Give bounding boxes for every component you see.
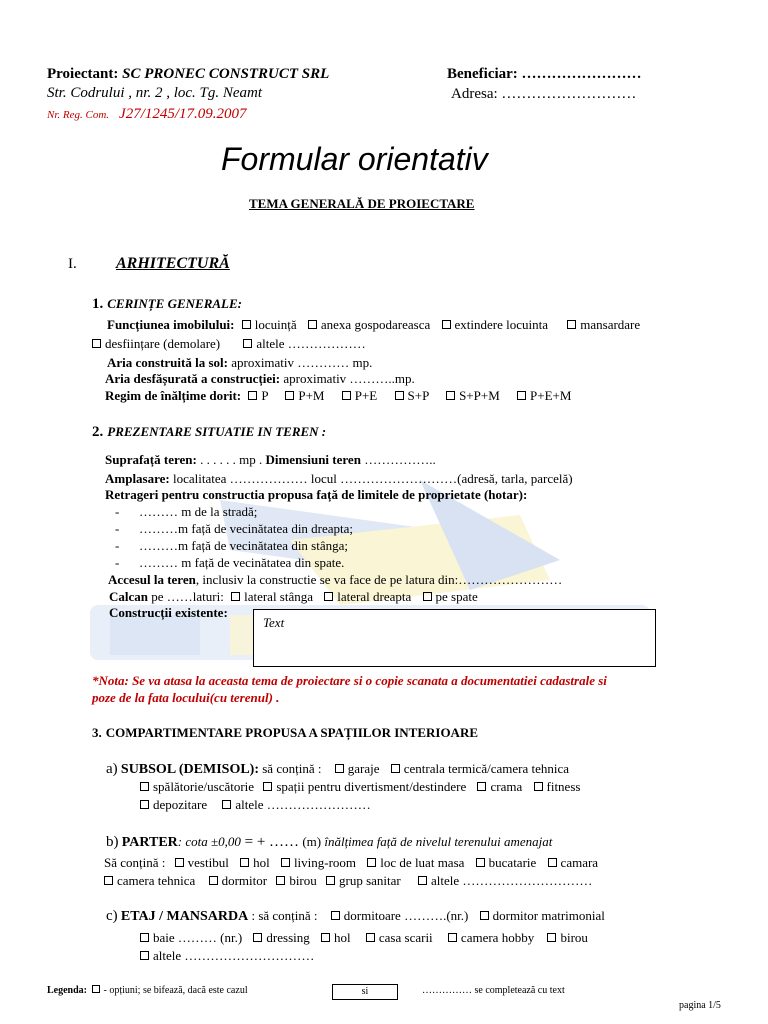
s2-num: 2. (92, 424, 104, 440)
checkbox[interactable] (222, 800, 231, 809)
retrageri-item: - ……… m față de vecinătatea din spate. (115, 555, 345, 570)
parter-row-1 (104, 855, 598, 871)
room-option: altele ………………………… (153, 948, 315, 963)
proiectant-label: Proiectant: (47, 66, 119, 82)
legend (47, 985, 248, 996)
amplasare-label: Amplasare: (105, 471, 170, 486)
regim-label: Regim de înălțime dorit: (105, 388, 242, 403)
legend-text: - opțiuni; se bifează, dacă este cazul (103, 985, 248, 996)
parter-desc: înălțimea față de nivelul terenului amenajat (324, 834, 553, 849)
room-option: hol (253, 855, 270, 870)
checkbox[interactable] (253, 933, 262, 942)
etaj-intro: : să conțină : (251, 908, 318, 923)
room-option: birou (560, 930, 588, 945)
room-option: garaje (347, 761, 380, 776)
checkbox[interactable] (335, 764, 344, 773)
s3-title: COMPARTIMENTARE PROPUSA A SPAȚIILOR INTERIOARE (105, 725, 479, 740)
amplasare-value: localitatea ……………… locul ………………………(adresă, tarla, parcelă) (173, 471, 573, 486)
subsol-row-2 (140, 779, 580, 795)
room-option: spălătorie/uscătorie (153, 779, 255, 794)
room-option: vestibul (187, 855, 229, 870)
adresa-field: Adresa: ……………………… (451, 86, 637, 102)
room-option: casa scarii (378, 930, 433, 945)
parter-cota: : cota ±0,00 (177, 834, 241, 849)
room-option: fitness (546, 779, 581, 794)
checkbox[interactable] (342, 391, 351, 400)
parter-row-title (106, 834, 552, 851)
checkbox[interactable] (308, 320, 317, 329)
s1-heading (92, 295, 242, 313)
calcan-value: pe ……laturi: (151, 589, 224, 604)
nota-line-1: *Nota: Se va atasa la aceasta tema de proiectare si o copie scanata a documentatiei cadastrale si (92, 673, 607, 688)
subsol-title: SUBSOL (DEMISOL): (120, 762, 259, 777)
room-option: bucatarie (488, 855, 537, 870)
textbox-placeholder: Text (263, 615, 285, 630)
checkbox[interactable] (567, 320, 576, 329)
checkbox[interactable] (240, 858, 249, 867)
checkbox[interactable] (209, 876, 218, 885)
calcan-label: Calcan (109, 589, 148, 604)
checkbox[interactable] (140, 951, 149, 960)
accesul-row (108, 572, 562, 588)
reg-com-line (47, 105, 247, 123)
aria-construita-label: Aria construită la sol: (107, 355, 228, 370)
room-option: camara (560, 855, 599, 870)
etaj-title: ETAJ / MANSARDA (120, 909, 249, 924)
checkbox[interactable] (423, 592, 432, 601)
parter-eq: = + …… (240, 834, 300, 850)
checkbox[interactable] (367, 858, 376, 867)
checkbox[interactable] (391, 764, 400, 773)
calcan-option: lateral stânga (244, 589, 314, 604)
proiectant-line (47, 66, 329, 83)
room-option: dormitor matrimonial (492, 908, 605, 923)
etaj-row-1 (106, 908, 605, 925)
s1-title: CERINȚE GENERALE: (107, 296, 242, 311)
room-option: loc de luat masa (380, 855, 465, 870)
checkbox[interactable] (321, 933, 330, 942)
accesul-label: Accesul la teren (108, 572, 196, 587)
room-option: depozitare (153, 797, 208, 812)
checkbox[interactable] (331, 911, 340, 920)
checkbox[interactable] (281, 858, 290, 867)
aria-construita-value: aproximativ ………… mp. (231, 355, 373, 370)
room-option: dressing (266, 930, 310, 945)
room-option: altele ………………………… (431, 873, 593, 888)
checkbox[interactable] (548, 858, 557, 867)
checkbox[interactable] (324, 592, 333, 601)
retrageri-item: - ………m față de vecinătatea din stânga; (115, 538, 349, 553)
page-number: pagina 1/5 (679, 1000, 721, 1011)
page-subtitle: TEMA GENERALĂ DE PROIECTARE (249, 196, 475, 211)
subsol-row-3 (140, 797, 371, 813)
checkbox[interactable] (547, 933, 556, 942)
legend-dots-text: …………… se completează cu text (422, 985, 565, 996)
subsol-row-1 (106, 761, 569, 778)
opt-locuinta: locuință (254, 317, 297, 332)
subsol-intro: să conțină : (262, 761, 322, 776)
parter-unit: (m) (302, 834, 322, 849)
room-option: camera tehnica (117, 873, 196, 888)
calcan-option: pe spate (435, 589, 478, 604)
aria-construita-row (107, 355, 372, 371)
checkbox[interactable] (243, 339, 252, 348)
checkbox[interactable] (477, 782, 486, 791)
section-title: ARHITECTURĂ (116, 255, 230, 272)
room-option: crama (490, 779, 523, 794)
checkbox[interactable] (140, 800, 149, 809)
legend-checkbox-icon (92, 985, 100, 993)
room-option: dormitoare ……….(nr.) (343, 908, 469, 923)
checkbox[interactable] (366, 933, 375, 942)
regim-option: P (261, 388, 269, 403)
regim-option: P+E (354, 388, 378, 403)
proiectant-name: SC PRONEC CONSTRUCT SRL (122, 66, 330, 82)
suprafata-label: Suprafață teren: (105, 452, 197, 467)
room-option: baie ……… (nr.) (153, 930, 243, 945)
etaj-row-3 (140, 948, 314, 964)
amplasare-row (105, 471, 573, 487)
opt-anexa: anexa gospodareasca (320, 317, 431, 332)
functiunea-label: Funcțiunea imobilului: (107, 317, 235, 332)
legend-text-box: si (332, 984, 398, 1000)
regim-option: P+M (298, 388, 325, 403)
checkbox[interactable] (248, 391, 257, 400)
room-option: altele …………………… (235, 797, 371, 812)
parter-letter: b) (106, 834, 119, 850)
checkbox[interactable] (534, 782, 543, 791)
retrageri-text: ………m față de vecinătatea din stânga; (139, 538, 349, 553)
room-option: centrala termică/camera tehnica (403, 761, 570, 776)
room-option: grup sanitar (339, 873, 401, 888)
s3-heading (92, 724, 478, 742)
checkbox[interactable] (442, 320, 451, 329)
legend-label: Legenda: (47, 985, 87, 996)
calcan-option: lateral dreapta (337, 589, 412, 604)
proiectant-address: Str. Codrului , nr. 2 , loc. Tg. Neamt (47, 85, 263, 101)
checkbox[interactable] (326, 876, 335, 885)
checkbox[interactable] (231, 592, 240, 601)
checkbox[interactable] (140, 933, 149, 942)
constructii-label: Construcții existente: (109, 605, 228, 620)
functiunea-row (107, 317, 640, 333)
room-option: camera hobby (460, 930, 535, 945)
checkbox[interactable] (175, 858, 184, 867)
checkbox[interactable] (140, 782, 149, 791)
section-roman: I. (68, 256, 77, 272)
s1-num: 1. (92, 296, 104, 312)
checkbox[interactable] (476, 858, 485, 867)
checkbox[interactable] (276, 876, 285, 885)
checkbox[interactable] (395, 391, 404, 400)
regim-option: S+P+M (459, 388, 500, 403)
checkbox[interactable] (418, 876, 427, 885)
room-option: birou (289, 873, 317, 888)
opt-mansardare: mansardare (580, 317, 641, 332)
aria-desfasurata-value: aproximativ ………..mp. (283, 371, 415, 386)
room-option: spații pentru divertisment/destindere (276, 779, 467, 794)
suprafata-value: . . . . . . mp . (200, 452, 263, 467)
s2-heading (92, 423, 326, 441)
checkbox[interactable] (263, 782, 272, 791)
checkbox[interactable] (446, 391, 455, 400)
room-option: hol (334, 930, 351, 945)
functiunea-row-2 (92, 336, 366, 352)
room-option: living-room (293, 855, 357, 870)
retrageri-label: Retrageri pentru constructia propusa față de limitele de proprietate (hotar): (105, 487, 528, 502)
checkbox[interactable] (285, 391, 294, 400)
retrageri-item: - ……… m de la stradă; (115, 504, 258, 519)
retrageri-text: ……… m de la stradă; (139, 504, 258, 519)
aria-desfasurata-row (105, 371, 415, 387)
beneficiar-field: Beneficiar: …………………… (447, 66, 642, 82)
dimensiuni-value: …………….. (364, 452, 436, 467)
checkbox[interactable] (92, 339, 101, 348)
retrageri-text: ………m față de vecinătatea din dreapta; (139, 521, 354, 536)
reg-com-label: Nr. Reg. Com. (47, 109, 110, 121)
parter-title: PARTER (121, 835, 178, 850)
accesul-value: , inclusiv la constructie se va face de pe latura din:…………………… (195, 572, 563, 587)
dimensiuni-label: Dimensiuni teren (265, 452, 361, 467)
calcan-row (109, 589, 478, 605)
s2-title: PREZENTARE SITUATIE IN TEREN : (107, 424, 327, 439)
regim-row (105, 388, 571, 404)
checkbox[interactable] (480, 911, 489, 920)
etaj-letter: c) (106, 908, 118, 924)
parter-intro: Să conțină : (104, 855, 166, 870)
constructii-textbox[interactable] (253, 609, 656, 667)
checkbox[interactable] (104, 876, 113, 885)
checkbox[interactable] (448, 933, 457, 942)
aria-desfasurata-label: Aria desfășurată a construcției: (105, 371, 281, 386)
opt-extindere: extindere locuinta (454, 317, 548, 332)
etaj-row-2 (140, 930, 588, 946)
suprafata-row (105, 452, 436, 468)
retrageri-item: - ………m față de vecinătatea din dreapta; (115, 521, 354, 536)
regim-option: S+P (407, 388, 429, 403)
s3-num: 3. (92, 725, 102, 740)
retrageri-text: ……… m față de vecinătatea din spate. (139, 555, 345, 570)
page-title: Formular orientativ (221, 141, 488, 177)
subsol-letter: a) (106, 761, 118, 777)
checkbox[interactable] (242, 320, 251, 329)
opt-desfiintare: desființare (demolare) (105, 336, 221, 351)
checkbox[interactable] (517, 391, 526, 400)
room-option: dormitor (221, 873, 268, 888)
reg-com-value: J27/1245/17.09.2007 (119, 106, 247, 122)
regim-option: P+E+M (530, 388, 572, 403)
nota-line-2: poze de la fata locului(cu terenul) . (92, 690, 280, 705)
opt-altele: altele ……………… (256, 336, 366, 351)
parter-row-2 (104, 873, 592, 889)
